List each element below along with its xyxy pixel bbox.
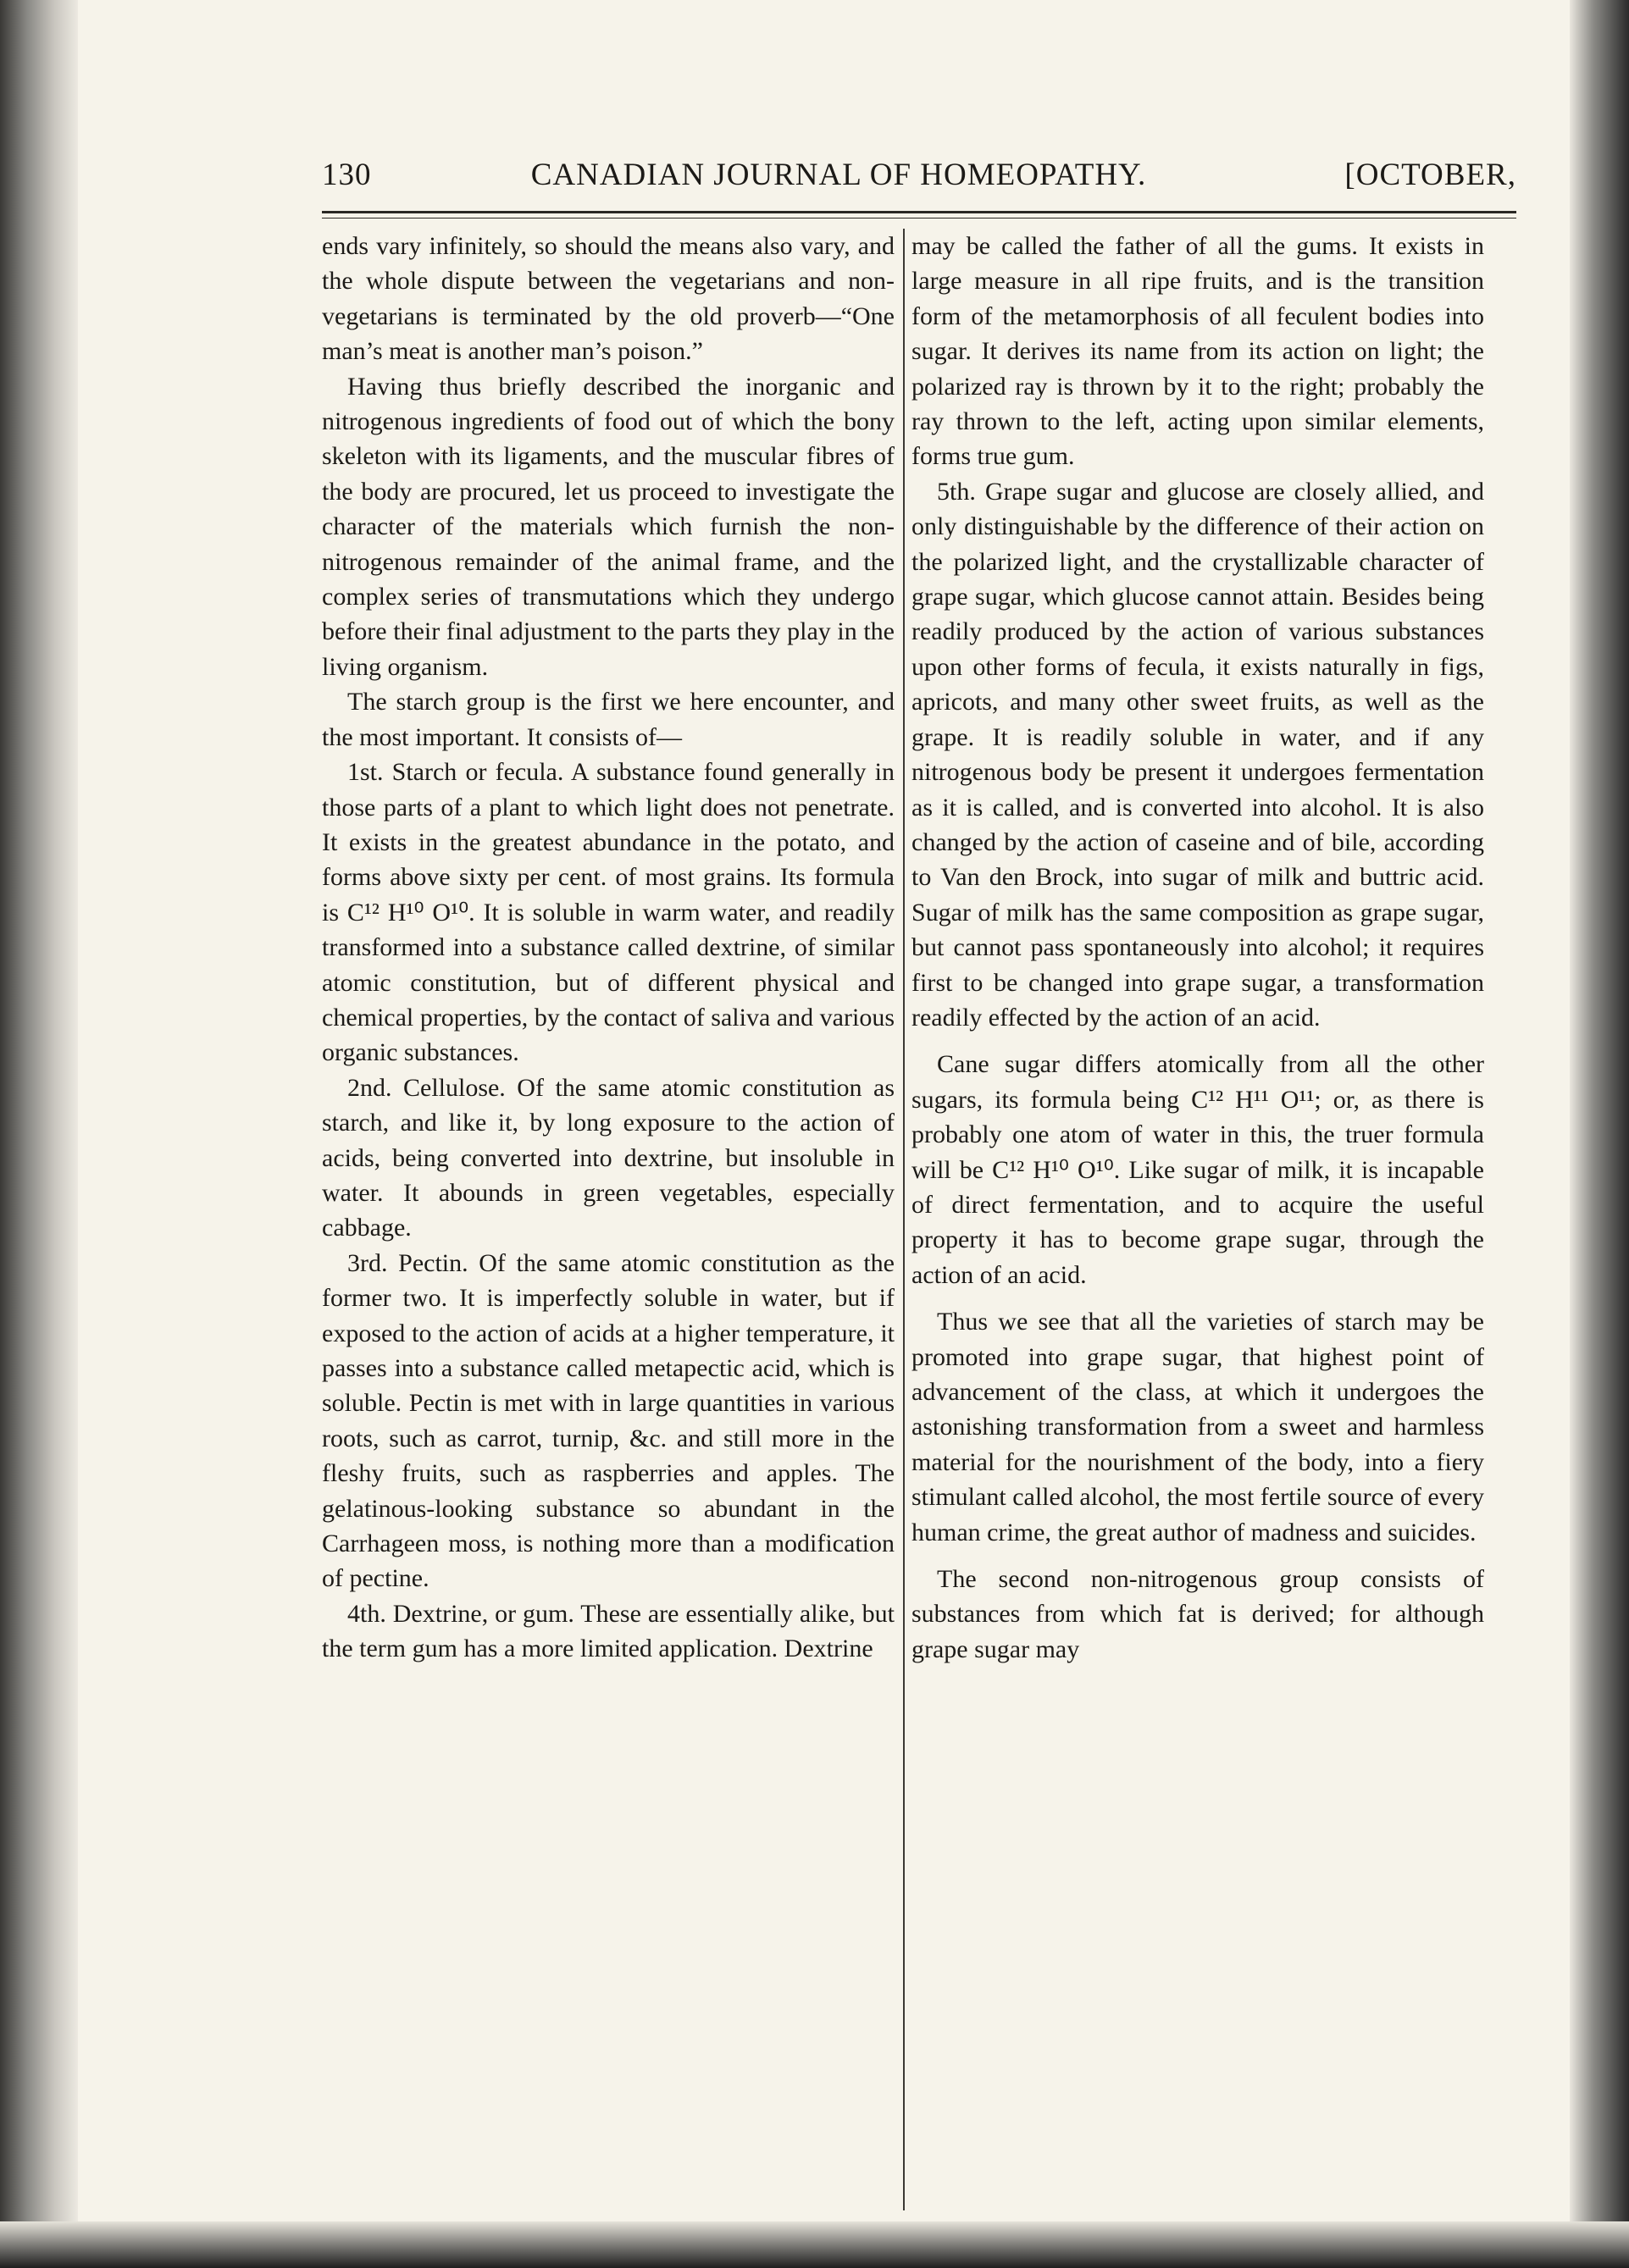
paragraph: Thus we see that all the varieties of starch may be promoted into grape sugar, that highest point of advancement of the class, at which it undergoes the astonishing transformation from a sweet and harmless material for the nourishment of the body, into a fiery stimulant called alcohol, the most fertile source of every human crime, the great author of madness and suicides.	[911, 1308, 1484, 1546]
column-divider	[903, 229, 905, 2210]
paragraph: The second non-nitrogenous group consists of substances from which fat is derived; for although grape sugar may	[911, 1565, 1484, 1663]
page-number: 130	[322, 158, 372, 192]
journal-page	[322, 157, 1516, 2215]
paragraph: 3rd. Pectin. Of the same atomic constitution as the former two. It is imperfectly soluble in water, but if exposed to the action of acids at a higher temperature, it passes into a substance called metapectic acid, which is soluble. Pectin is met with in large quantities in various roots, such as carrot, turnip, &c. and still more in the fleshy fruits, such as raspberries and apples. The gelatinous-looking substance so abundant in the Carrhageen moss, is nothing more than a modification of pectine.	[322, 1248, 895, 1593]
paragraph: ends vary infinitely, so should the means also vary, and the whole dispute between the vegetarians and non-vegetarians is terminated by the old proverb—“One man’s meat is another man’s poison.”	[322, 232, 895, 366]
header-rule-thin	[322, 218, 1516, 219]
journal-title: CANADIAN JOURNAL OF HOMEOPATHY.	[530, 158, 1147, 192]
page-bottom-shadow	[0, 2221, 1629, 2268]
text-columns	[322, 229, 1516, 1667]
running-header	[322, 157, 1516, 204]
paragraph: Cane sugar differs atomically from all the other sugars, its formula being C¹² H¹¹ O¹¹; or, as there is probably one atom of water in this, the truer formula will be C¹² H¹⁰ O¹⁰. Like sugar of milk, it is incapable of direct fermentation, and to acquire the useful property it has to become grape sugar, through the action of an acid.	[911, 1050, 1484, 1289]
paragraph: 1st. Starch or fecula. A substance found generally in those parts of a plant to which light does not penetrate. It exists in the greatest abundance in the potato, and forms above sixty per cent. of most grains. Its formula is C¹² H¹⁰ O¹⁰. It is soluble in warm water, and readily transformed into a substance called dextrine, of similar atomic constitution, but of different physical and chemical properties, by the contact of saliva and various organic substances.	[322, 758, 895, 1067]
header-rule-thick	[322, 211, 1516, 213]
paragraph: 5th. Grape sugar and glucose are closely allied, and only distinguishable by the difference of their action on the polarized light, and the crystallizable character of grape sugar, which glucose cannot attain. Besides being readily produced by the action of various substances upon other forms of fecula, it exists naturally in figs, apricots, and many other sweet fruits, as well as the grape. It is readily soluble in water, and if any nitrogenous body be present it undergoes fermentation as it is called, and is converted into alcohol. It is also changed by the action of caseine and of bile, according to Van den Brock, into sugar of milk and buttric acid. Sugar of milk has the same composition as grape sugar, but cannot pass spontaneously into alcohol; it requires first to be changed into grape sugar, a transformation readily effected by the action of an acid.	[911, 477, 1484, 1032]
issue-month: [OCTOBER,	[1344, 158, 1516, 192]
paragraph: The starch group is the first we here encounter, and the most important. It consists of—	[322, 688, 895, 751]
right-column	[911, 229, 1484, 1667]
paragraph: 4th. Dextrine, or gum. These are essentially alike, but the term gum has a more limited application. Dextrine	[322, 1599, 895, 1663]
paragraph: Having thus briefly described the inorganic and nitrogenous ingredients of food out of which the bony skeleton with its ligaments, and the muscular fibres of the body are procured, let us proceed to investigate the character of the materials which furnish the non-nitrogenous remainder of the animal frame, and the complex series of transmutations which they undergo before their final adjustment to the parts they play in the living organism.	[322, 372, 895, 681]
paragraph: may be called the father of all the gums. It exists in large measure in all ripe fruits, and is the transition form of the metamorphosis of all feculent bodies into sugar. It derives its name from its action on light; the polarized ray is thrown by it to the right; probably the ray thrown to the left, acting upon similar elements, forms true gum.	[911, 232, 1484, 471]
page-edge-shadow	[1570, 0, 1629, 2268]
paragraph: 2nd. Cellulose. Of the same atomic constitution as starch, and like it, by long exposure to the action of acids, being converted into dextrine, but insoluble in water. It abounds in green vegetables, especially cabbage.	[322, 1073, 895, 1242]
left-column	[322, 229, 895, 1667]
book-spine-shadow	[0, 0, 78, 2268]
